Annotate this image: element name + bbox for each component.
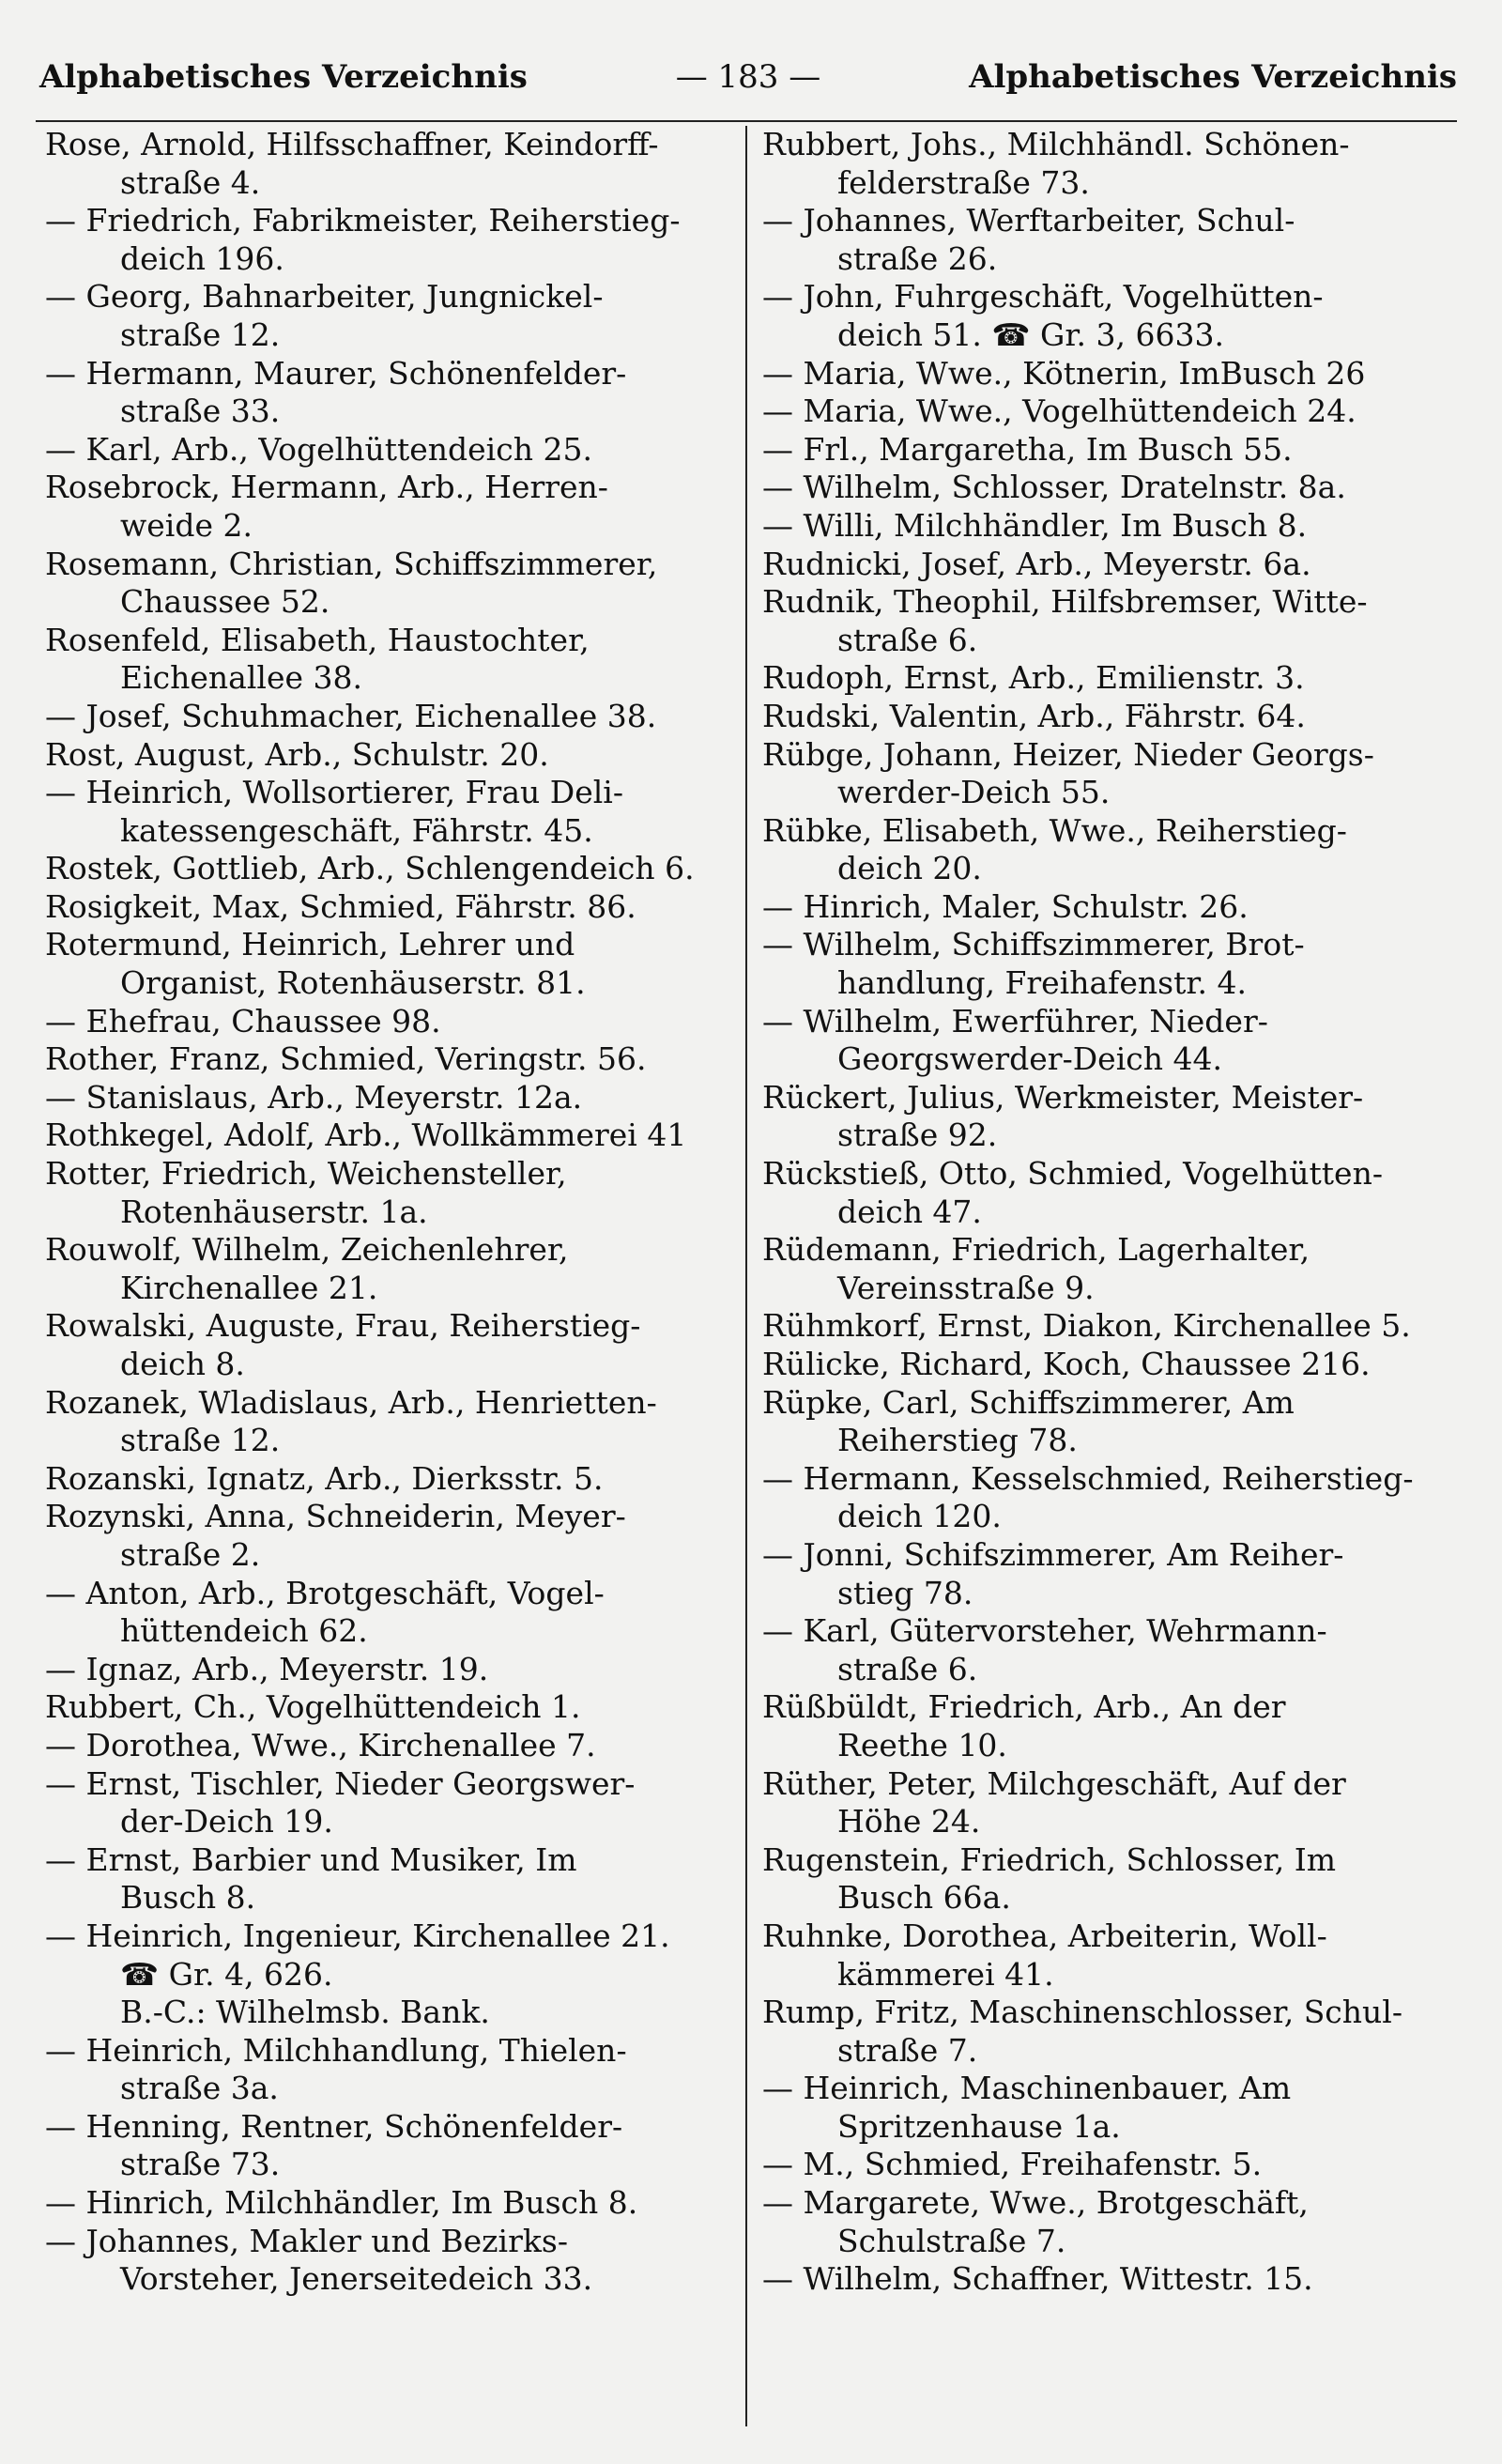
- directory-line: straße 73.: [120, 2146, 281, 2183]
- directory-line: — Karl, Gütervorsteher, Wehrmann-: [762, 1612, 1327, 1650]
- directory-line: — Ernst, Barbier und Musiker, Im: [45, 1840, 577, 1878]
- directory-line: Rüpke, Carl, Schiffszimmerer, Am: [762, 1383, 1295, 1421]
- directory-line: Rouwolf, Wilhelm, Zeichenlehrer,: [45, 1231, 569, 1269]
- page-number: — 183 —: [675, 58, 821, 96]
- directory-line: Rübge, Johann, Heizer, Nieder Georgs-: [762, 735, 1374, 773]
- directory-line: — Wilhelm, Schlosser, Dratelnstr. 8a.: [762, 469, 1346, 506]
- directory-line: Rübke, Elisabeth, Wwe., Reiherstieg-: [762, 811, 1347, 849]
- directory-line: — Heinrich, Milchhandlung, Thielen-: [45, 2031, 627, 2069]
- directory-line: straße 12.: [120, 316, 281, 353]
- directory-line: Rubbert, Ch., Vogelhüttendeich 1.: [45, 1688, 581, 1726]
- directory-line: — Ernst, Tischler, Nieder Georgswer-: [45, 1764, 636, 1802]
- directory-line: Rozanski, Ignatz, Arb., Dierksstr. 5.: [45, 1459, 604, 1497]
- directory-line: Rostek, Gottlieb, Arb., Schlengendeich 6.: [45, 850, 695, 887]
- directory-line: Rotenhäuserstr. 1a.: [120, 1193, 428, 1230]
- directory-line: felderstraße 73.: [837, 163, 1090, 201]
- directory-line: Rump, Fritz, Maschinenschlosser, Schul-: [762, 1994, 1402, 2031]
- directory-line: — Maria, Wwe., Vogelhüttendeich 24.: [762, 393, 1356, 430]
- directory-line: — M., Schmied, Freihafenstr. 5.: [762, 2146, 1263, 2183]
- directory-line: Rubbert, Johs., Milchhändl. Schönen-: [762, 126, 1350, 162]
- directory-line: — Josef, Schuhmacher, Eichenallee 38.: [45, 697, 657, 734]
- directory-line: Rother, Franz, Schmied, Veringstr. 56.: [45, 1040, 647, 1078]
- directory-line: Kirchenallee 21.: [120, 1269, 378, 1306]
- directory-line: Rudnicki, Josef, Arb., Meyerstr. 6a.: [762, 545, 1311, 582]
- directory-line: Rotter, Friedrich, Weichensteller,: [45, 1155, 567, 1193]
- directory-line: hüttendeich 62.: [120, 1612, 368, 1650]
- directory-line: — Ehefrau, Chaussee 98.: [45, 1002, 441, 1040]
- directory-line: Busch 8.: [120, 1879, 256, 1917]
- directory-line: Reethe 10.: [837, 1726, 1007, 1763]
- directory-line: — Wilhelm, Ewerführer, Nieder-: [762, 1002, 1268, 1040]
- directory-line: — Ignaz, Arb., Meyerstr. 19.: [45, 1650, 489, 1687]
- directory-line: straße 6.: [837, 621, 978, 658]
- directory-line: Organist, Rotenhäuserstr. 81.: [120, 964, 586, 1002]
- directory-line: straße 3a.: [120, 2070, 279, 2107]
- directory-line: straße 7.: [837, 2031, 978, 2069]
- directory-line: — Stanislaus, Arb., Meyerstr. 12a.: [45, 1078, 583, 1116]
- directory-line: — Hinrich, Milchhändler, Im Busch 8.: [45, 2184, 638, 2222]
- directory-line: — Karl, Arb., Vogelhüttendeich 25.: [45, 430, 592, 468]
- directory-line: werder-Deich 55.: [837, 774, 1111, 811]
- directory-line: Chaussee 52.: [120, 583, 330, 621]
- directory-line: ☎ Gr. 4, 626.: [120, 1955, 333, 1993]
- column-divider: [745, 126, 747, 2426]
- directory-line: — Willi, Milchhändler, Im Busch 8.: [762, 506, 1308, 544]
- page-header: [39, 58, 1457, 113]
- directory-line: Spritzenhause 1a.: [837, 2107, 1121, 2145]
- directory-line: Rosebrock, Hermann, Arb., Herren-: [45, 469, 608, 506]
- directory-line: Rülicke, Richard, Koch, Chaussee 216.: [762, 1346, 1371, 1382]
- directory-line: Rüßbüldt, Friedrich, Arb., An der: [762, 1688, 1286, 1726]
- directory-line: stieg 78.: [837, 1574, 973, 1611]
- directory-line: — Frl., Margaretha, Im Busch 55.: [762, 430, 1293, 468]
- directory-line: kämmerei 41.: [837, 1955, 1054, 1993]
- directory-line: — Heinrich, Ingenieur, Kirchenallee 21.: [45, 1917, 670, 1954]
- directory-line: Georgswerder-Deich 44.: [837, 1040, 1222, 1078]
- directory-line: weide 2.: [120, 506, 253, 544]
- directory-line: — Margarete, Wwe., Brotgeschäft,: [762, 2184, 1309, 2222]
- directory-line: Rückstieß, Otto, Schmied, Vogelhütten-: [762, 1155, 1383, 1193]
- directory-line: — Maria, Wwe., Kötnerin, ImBusch 26: [762, 354, 1366, 392]
- directory-line: — Heinrich, Wollsortierer, Frau Deli-: [45, 774, 623, 811]
- directory-line: straße 6.: [837, 1650, 978, 1687]
- directory-line: Rose, Arnold, Hilfsschaffner, Keindorff-: [45, 126, 659, 162]
- columns: [36, 126, 1457, 2426]
- directory-line: — Hermann, Kesselschmied, Reiherstieg-: [762, 1459, 1414, 1497]
- directory-line: Vorsteher, Jenerseitedeich 33.: [120, 2260, 593, 2298]
- directory-line: deich 8.: [120, 1346, 245, 1382]
- directory-line: Ruhnke, Dorothea, Arbeiterin, Woll-: [762, 1917, 1327, 1954]
- header-right-title: Alphabetisches Verzeichnis: [969, 58, 1457, 96]
- directory-line: Rozynski, Anna, Schneiderin, Meyer-: [45, 1498, 626, 1535]
- directory-line: Busch 66a.: [837, 1879, 1011, 1917]
- left-column: [36, 126, 740, 2426]
- directory-line: — Hermann, Maurer, Schönenfelder-: [45, 354, 627, 392]
- directory-line: Rotermund, Heinrich, Lehrer und: [45, 926, 575, 963]
- directory-line: der-Deich 19.: [120, 1803, 333, 1840]
- directory-line: straße 12.: [120, 1422, 281, 1459]
- directory-line: Höhe 24.: [837, 1803, 981, 1840]
- directory-line: — Johannes, Werftarbeiter, Schul-: [762, 202, 1295, 239]
- directory-line: Rückert, Julius, Werkmeister, Meister-: [762, 1078, 1364, 1116]
- directory-line: — Dorothea, Wwe., Kirchenallee 7.: [45, 1726, 596, 1763]
- right-column: [753, 126, 1457, 2426]
- header-left-title: Alphabetisches Verzeichnis: [39, 58, 528, 96]
- directory-line: straße 33.: [120, 393, 281, 430]
- directory-line: straße 4.: [120, 163, 261, 201]
- directory-line: Rozanek, Wladislaus, Arb., Henrietten-: [45, 1383, 657, 1421]
- directory-line: Rothkegel, Adolf, Arb., Wollkämmerei 41: [45, 1116, 687, 1154]
- directory-line: deich 47.: [837, 1193, 982, 1230]
- directory-line: deich 20.: [837, 850, 982, 887]
- directory-line: Eichenallee 38.: [120, 659, 362, 697]
- directory-line: Rosenfeld, Elisabeth, Haustochter,: [45, 621, 590, 658]
- directory-line: Rudski, Valentin, Arb., Fährstr. 64.: [762, 697, 1306, 734]
- directory-line: Rugenstein, Friedrich, Schlosser, Im: [762, 1840, 1337, 1878]
- directory-line: — Friedrich, Fabrikmeister, Reiherstieg-: [45, 202, 681, 239]
- directory-line: B.-C.: Wilhelmsb. Bank.: [120, 1994, 490, 2031]
- directory-line: deich 120.: [837, 1498, 1002, 1535]
- directory-line: Rudoph, Ernst, Arb., Emilienstr. 3.: [762, 659, 1305, 697]
- directory-line: — Johannes, Makler und Bezirks-: [45, 2222, 568, 2259]
- directory-line: Rowalski, Auguste, Frau, Reiherstieg-: [45, 1307, 641, 1345]
- directory-line: Reiherstieg 78.: [837, 1422, 1078, 1459]
- directory-line: Rüdemann, Friedrich, Lagerhalter,: [762, 1231, 1310, 1269]
- directory-line: — Wilhelm, Schiffszimmerer, Brot-: [762, 926, 1305, 963]
- directory-line: deich 51. ☎ Gr. 3, 6633.: [837, 316, 1224, 353]
- directory-line: Rudnik, Theophil, Hilfsbremser, Witte-: [762, 583, 1368, 621]
- directory-line: — Henning, Rentner, Schönenfelder-: [45, 2107, 623, 2145]
- directory-line: — Jonni, Schifszimmerer, Am Reiher-: [762, 1535, 1344, 1573]
- directory-line: — Georg, Bahnarbeiter, Jungnickel-: [45, 278, 604, 316]
- directory-line: straße 92.: [837, 1116, 998, 1154]
- directory-line: — Wilhelm, Schaffner, Wittestr. 15.: [762, 2260, 1313, 2298]
- directory-line: Rüther, Peter, Milchgeschäft, Auf der: [762, 1764, 1346, 1802]
- header-rule: [36, 120, 1457, 122]
- directory-line: straße 26.: [837, 239, 998, 277]
- directory-line: deich 196.: [120, 239, 284, 277]
- directory-line: Rosemann, Christian, Schiffszimmerer,: [45, 545, 658, 582]
- directory-line: katessengeschäft, Fährstr. 45.: [120, 811, 593, 849]
- directory-line: straße 2.: [120, 1535, 261, 1573]
- directory-line: — Heinrich, Maschinenbauer, Am: [762, 2070, 1292, 2107]
- directory-line: Rühmkorf, Ernst, Diakon, Kirchenallee 5.: [762, 1307, 1411, 1345]
- directory-line: Rost, August, Arb., Schulstr. 20.: [45, 735, 549, 773]
- directory-line: Rosigkeit, Max, Schmied, Fährstr. 86.: [45, 887, 636, 925]
- directory-line: Schulstraße 7.: [837, 2222, 1066, 2259]
- directory-line: — Anton, Arb., Brotgeschäft, Vogel-: [45, 1574, 605, 1611]
- directory-line: — John, Fuhrgeschäft, Vogelhütten-: [762, 278, 1324, 316]
- directory-line: handlung, Freihafenstr. 4.: [837, 964, 1247, 1002]
- directory-line: Vereinsstraße 9.: [837, 1269, 1095, 1306]
- directory-line: — Hinrich, Maler, Schulstr. 26.: [762, 887, 1249, 925]
